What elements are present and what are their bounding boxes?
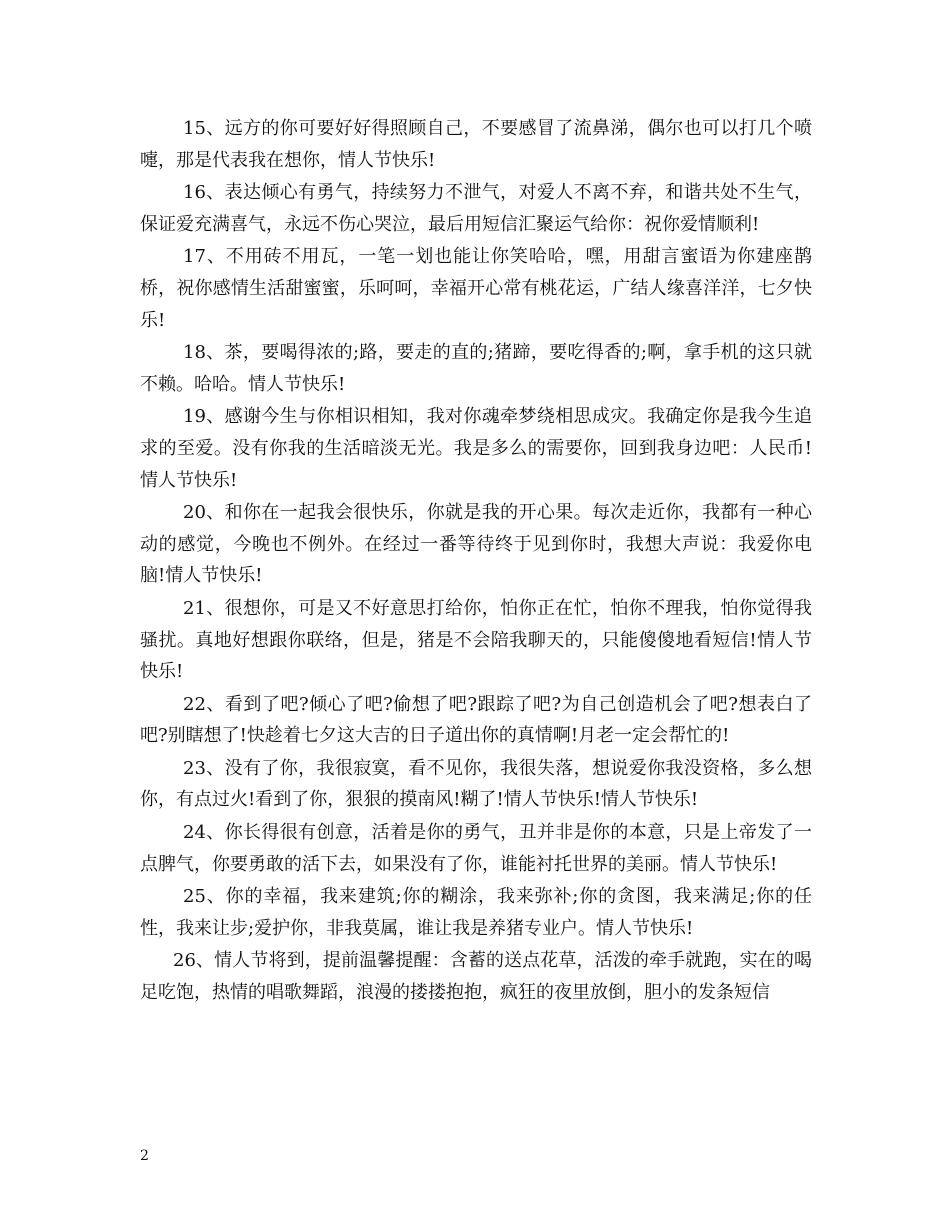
paragraph-24: 24、你长得很有创意，活着是你的勇气，丑并非是你的本意，只是上帝发了一点脾气，你要勇敢的活下去，如果没有了你，谁能衬托世界的美丽。情人节快乐! xyxy=(140,822,812,875)
paragraph-26: 26、情人节将到，提前温馨提醒：含蓄的送点花草，活泼的牵手就跑，实在的喝足吃饱，热情的唱歌舞蹈，浪漫的搂搂抱抱，疯狂的夜里放倒，胆小的发条短信 xyxy=(140,950,812,1004)
paragraph-25: 25、你的幸福，我来建筑;你的糊涂，我来弥补;你的贪图，我来满足;你的任性，我来让步;爱护你，非我莫属，谁让我是养猪专业户。情人节快乐! xyxy=(140,886,812,939)
paragraph-17: 17、不用砖不用瓦，一笔一划也能让你笑哈哈，嘿，用甜言蜜语为你建座鹊桥，祝你感情生活甜蜜蜜，乐呵呵，幸福开心常有桃花运，广结人缘喜洋洋，七夕快乐! xyxy=(140,246,812,331)
paragraph-21: 21、很想你，可是又不好意思打给你，怕你正在忙，怕你不理我，怕你觉得我骚扰。真地好想跟你联络，但是，猪是不会陪我聊天的，只能傻傻地看短信!情人节快乐! xyxy=(140,597,812,683)
paragraph-16: 16、表达倾心有勇气，持续努力不泄气，对爱人不离不弃，和谐共处不生气，保证爱充满喜气，永远不伤心哭泣，最后用短信汇聚运气给你：祝你爱情顺利! xyxy=(140,182,812,235)
paragraph-23: 23、没有了你，我很寂寞，看不见你，我很失落，想说爱你我没资格，多么想你，有点过火!看到了你，狠狠的摸南风!糊了!情人节快乐!情人节快乐! xyxy=(140,757,812,811)
paragraph-22: 22、看到了吧?倾心了吧?偷想了吧?跟踪了吧?为自己创造机会了吧?想表白了吧?别瞎想了!快趁着七夕这大吉的日子道出你的真情啊!月老一定会帮忙的! xyxy=(140,693,812,747)
paragraph-20: 20、和你在一起我会很快乐，你就是我的开心果。每次走近你，我都有一种心动的感觉，今晚也不例外。在经过一番等待终于见到你时，我想大声说：我爱你电脑!情人节快乐! xyxy=(140,502,812,587)
paragraph-18: 18、茶，要喝得浓的;路，要走的直的;猪蹄，要吃得香的;啊，拿手机的这只就不赖。哈哈。情人节快乐! xyxy=(140,342,812,395)
paragraph-15: 15、远方的你可要好好得照顾自己，不要感冒了流鼻涕，偶尔也可以打几个喷嚏，那是代表我在想你，情人节快乐! xyxy=(140,118,812,171)
page-number: 2 xyxy=(140,1148,149,1164)
document-body xyxy=(140,113,812,1010)
paragraph-19: 19、感谢今生与你相识相知，我对你魂牵梦绕相思成灾。我确定你是我今生追求的至爱。没有你我的生活暗淡无光。我是多么的需要你，回到我身边吧：人民币!情人节快乐! xyxy=(140,406,812,491)
